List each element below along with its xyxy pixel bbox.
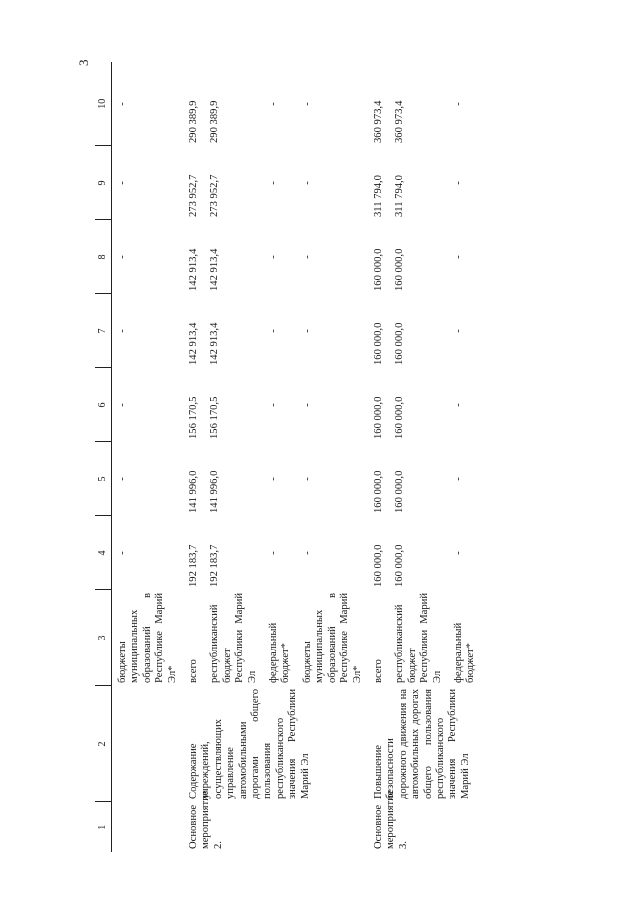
value-cell: 141 996,0 xyxy=(188,470,200,513)
value-cell: 160 000,0 xyxy=(394,322,406,365)
value-cell: - xyxy=(117,551,128,555)
value-cell: - xyxy=(117,403,128,407)
table-row xyxy=(183,62,204,852)
source-cell: всего xyxy=(188,659,200,683)
description-cell: Повышение безопасности дорожного движения на автомобильных дорогах общего пользования республиканского значения Республики Марий Эл xyxy=(372,689,471,799)
rotated-table-area xyxy=(95,62,530,852)
event-cell: Основное мероприятие 3. xyxy=(372,790,409,849)
value-cell: - xyxy=(268,102,280,106)
value-cell: - xyxy=(452,329,464,333)
value-cell: 311 794,0 xyxy=(394,175,406,217)
value-cell: 192 183,7 xyxy=(209,544,221,587)
value-cell: 311 794,0 xyxy=(372,175,384,217)
value-cell: 160 000,0 xyxy=(372,322,384,365)
event-cell: Основное мероприятие 2. xyxy=(188,790,224,849)
value-cell: - xyxy=(268,403,280,407)
value-cell: - xyxy=(117,181,128,185)
page-number: 3 xyxy=(76,59,91,66)
value-cell: - xyxy=(452,102,464,106)
event-cell xyxy=(112,802,184,852)
source-cell: республиканский бюджет Республики Марий Эл xyxy=(394,593,443,683)
value-cell: 273 952,7 xyxy=(188,174,200,217)
value-cell: 156 170,5 xyxy=(209,396,221,439)
value-cell: 273 952,7 xyxy=(209,174,221,217)
value-cell: - xyxy=(117,102,128,106)
value-cell: - xyxy=(117,329,128,333)
value-cell: 290 389,9 xyxy=(209,100,221,143)
value-cell: - xyxy=(301,255,313,259)
value-cell: - xyxy=(452,403,464,407)
source-cell: всего xyxy=(372,659,384,683)
value-cell: 160 000,0 xyxy=(394,544,406,587)
description-cell: Содержание учреждений, осуществляющих управление автомобильными дорогами общего пользования республиканского значения Республики Марий Эл xyxy=(188,689,311,799)
value-cell: 290 389,9 xyxy=(188,100,200,143)
value-cell: 160 000,0 xyxy=(372,248,384,291)
table-body xyxy=(95,62,482,852)
value-cell: - xyxy=(117,477,128,481)
value-cell: - xyxy=(452,551,464,555)
value-cell: - xyxy=(452,255,464,259)
value-cell: 142 913,4 xyxy=(209,248,221,291)
column-number: 1 xyxy=(95,802,112,852)
source-cell: бюджеты муниципальных образований в Республике Марий Эл* xyxy=(301,593,363,683)
value-cell: - xyxy=(301,477,313,481)
value-cell: 160 000,0 xyxy=(372,544,384,587)
column-number: 3 xyxy=(95,590,112,686)
value-cell: - xyxy=(117,255,128,259)
value-cell: - xyxy=(301,102,313,106)
value-cell: - xyxy=(268,477,280,481)
column-number: 10 xyxy=(95,62,112,146)
source-cell: федеральный бюджет* xyxy=(268,622,292,683)
column-number-row xyxy=(95,62,112,852)
column-number: 7 xyxy=(95,294,112,368)
source-cell: бюджеты муниципальных образований в Республике Марий Эл* xyxy=(117,593,178,683)
source-cell: федеральный бюджет* xyxy=(452,622,477,683)
value-cell: - xyxy=(268,181,280,185)
value-cell: 142 913,4 xyxy=(188,322,200,365)
value-cell: 360 973,4 xyxy=(372,100,384,143)
value-cell: - xyxy=(268,255,280,259)
description-cell xyxy=(112,686,184,802)
value-cell: 160 000,0 xyxy=(372,396,384,439)
source-cell: республиканский бюджет Республики Марий Эл xyxy=(209,593,258,683)
value-cell: 142 913,4 xyxy=(188,248,200,291)
value-cell: 142 913,4 xyxy=(209,322,221,365)
value-cell: - xyxy=(268,329,280,333)
value-cell: 192 183,7 xyxy=(188,544,200,587)
column-number: 2 xyxy=(95,686,112,802)
column-number: 8 xyxy=(95,220,112,294)
value-cell: 360 973,4 xyxy=(394,100,406,143)
value-cell: - xyxy=(452,181,464,185)
column-number: 5 xyxy=(95,442,112,516)
table-row xyxy=(112,62,184,852)
value-cell: - xyxy=(301,403,313,407)
value-cell: 160 000,0 xyxy=(372,470,384,513)
value-cell: 160 000,0 xyxy=(394,248,406,291)
value-cell: 141 996,0 xyxy=(209,470,221,513)
column-number: 6 xyxy=(95,368,112,442)
value-cell: 160 000,0 xyxy=(394,396,406,439)
table-row xyxy=(368,62,389,852)
column-number: 9 xyxy=(95,146,112,220)
value-cell: - xyxy=(301,329,313,333)
value-cell: 156 170,5 xyxy=(188,396,200,439)
column-number: 4 xyxy=(95,516,112,590)
value-cell: - xyxy=(452,477,464,481)
value-cell: - xyxy=(301,181,313,185)
value-cell: - xyxy=(301,551,313,555)
value-cell: - xyxy=(268,551,280,555)
funding-table xyxy=(95,62,482,852)
value-cell: 160 000,0 xyxy=(394,470,406,513)
